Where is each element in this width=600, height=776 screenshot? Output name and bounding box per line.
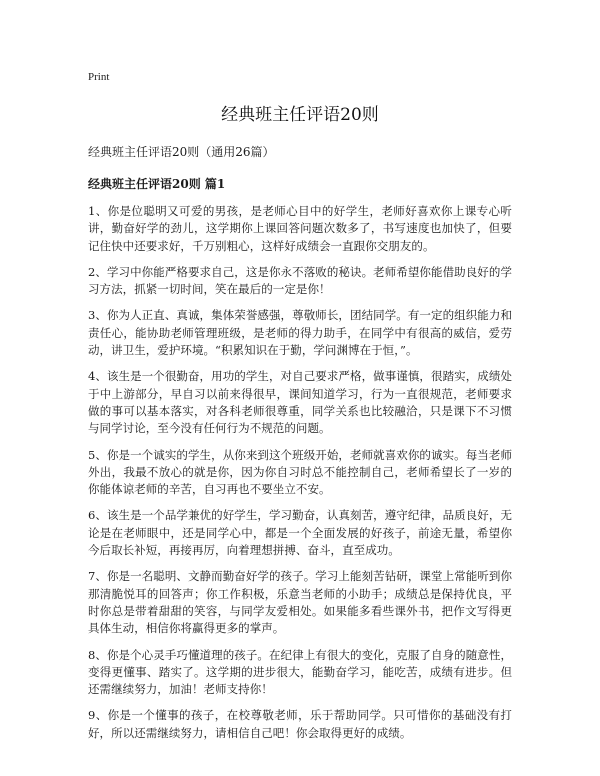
print-label[interactable]: Print [88,71,110,83]
comment-paragraph-5: 5、你是一个诚实的学生，从你来到这个班级开始，老师就喜欢你的诚实。每当老师外出，我最不放心的就是你，因为你自习时总不能控制自己，老师希望长了一岁的你能体谅老师的辛苦，自习再也不要坐立不安。 [88,447,512,497]
comment-paragraph-2: 2、学习中你能严格要求自己，这是你永不落败的秘诀。老师希望你能借助良好的学习方法，抓紧一切时间，笑在最后的一定是你！ [88,264,512,297]
comment-paragraph-1: 1、你是位聪明又可爱的男孩，是老师心目中的好学生，老师好喜欢你上课专心听讲，勤奋好学的劲儿，这学期你上课回答问题次数多了，书写速度也加快了，但要记住快中还要求好，千万别粗心，这样好成绩会一直跟你交朋友的。 [88,204,512,253]
document-subtitle: 经典班主任评语20则（通用26篇） [88,145,275,159]
comment-paragraph-3: 3、你为人正直、真诚，集体荣誉感强，尊敬师长，团结同学。有一定的组织能力和责任心，能协助老师管理班级，是老师的得力助手，在同学中有很高的威信，爱劳动，讲卫生，爱护环境。“积累知识在于勤，学问渊博在于恒，”。 [88,308,512,358]
section-heading: 经典班主任评语20则 篇1 [88,177,226,191]
comment-paragraph-6: 6、该生是一个品学兼优的好学生，学习勤奋，认真刻苦，遵守纪律，品质良好，无论是在老师眼中，还是同学心中，都是一个全面发展的好孩子，前途无量，希望你今后取长补短，再接再厉，向着理想拼搏、奋斗，直至成功。 [88,508,512,558]
comment-paragraph-7: 7、你是一名聪明、文静而勤奋好学的孩子。学习上能刻苦钻研，课堂上常能听到你那清脆悦耳的回答声；你工作积极，乐意当老师的小助手；成绩总是保持优良，平时你总是带着甜甜的笑容，与同学友爱相处。如果能多看些课外书，把作文写得更具体生动，相信你将赢得更多的掌声。 [88,569,512,636]
comment-paragraph-4: 4、该生是一个很勤奋，用功的学生，对自己要求严格，做事谨慎，很踏实，成绩处于中上游部分，早自习以前来得很早，课间知道学习，行为一直很规范，老师要求做的事可以基本落实，对各科老师很尊重，同学关系也比较融洽，只是课下不习惯与同学讨论，至今没有任何行为不规范的问题。 [88,369,512,436]
document-title: 经典班主任评语20则 [221,105,379,125]
comment-paragraph-8: 8、你是个心灵手巧懂道理的孩子。在纪律上有很大的变化，克服了自身的随意性，变得更懂事、踏实了。这学期的进步很大，能勤奋学习，能吃苦，成绩有进步。但还需继续努力，加油！老师支持你！ [88,647,512,697]
comment-paragraph-9: 9、你是一个懂事的孩子，在校尊敬老师，乐于帮助同学。只可惜你的基础没有打好，所以还需继续努力，请相信自己吧！你会取得更好的成绩。 [88,708,512,740]
